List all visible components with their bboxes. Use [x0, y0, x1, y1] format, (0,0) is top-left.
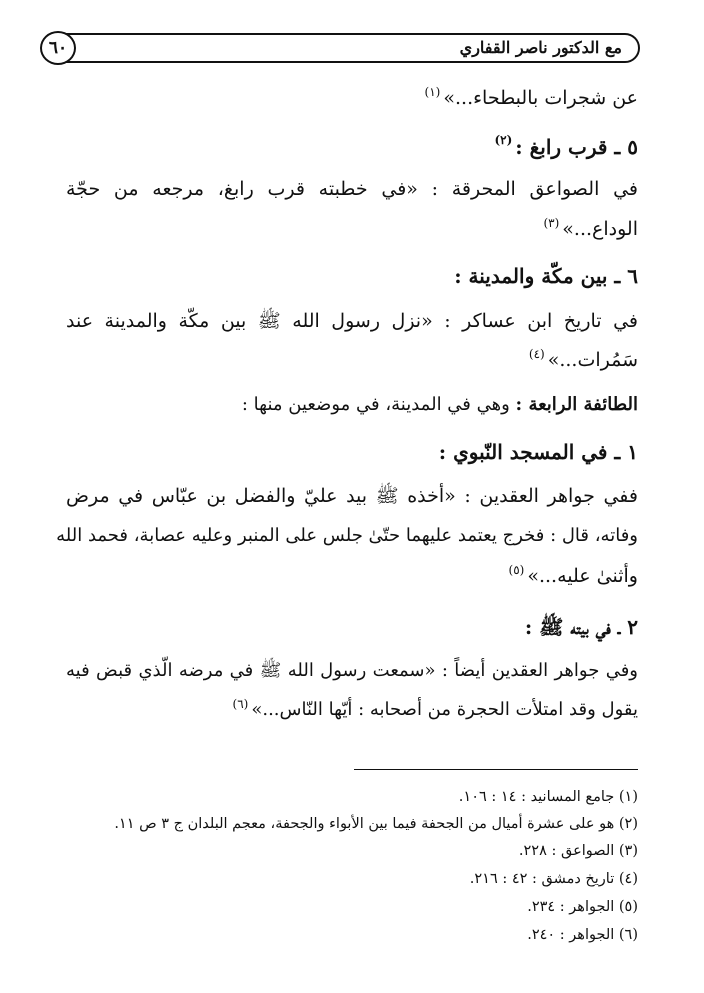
footnote-4: (٤) تاريخ دمشق : ٤٢ : ٢١٦. — [469, 871, 638, 887]
text-run: سَمُرات...» — [547, 349, 638, 371]
footnote-ref: (٥) — [508, 563, 525, 577]
section-heading: ٦ ـ بين مكّة والمدينة : — [454, 264, 638, 288]
body-line — [233, 699, 639, 720]
group-line — [242, 394, 638, 415]
body-line: في الصواعق المحرقة : «في خطبته قرب رابغ، مرجعه من حجّة — [66, 178, 638, 200]
group-label: الطائفة الرابعة : — [515, 394, 638, 415]
section-heading: ١ ـ في المسجد النّبوي : — [438, 440, 638, 464]
body-line: ففي جواهر العقدين : «أخذه ﷺ بيد عليّ والفضل بن عبّاس في مرض — [66, 485, 638, 507]
body-line: في تاريخ ابن عساكر : «نزل رسول الله ﷺ بين مكّة والمدينة عند — [66, 310, 638, 332]
footnote-1: (١) جامع المسانيد : ١٤ : ١٠٦. — [458, 789, 638, 805]
body-line — [425, 87, 638, 109]
running-header — [48, 33, 640, 63]
footnote-ref: (٣) — [543, 216, 560, 230]
text-run: يقول وقد امتلأت الحجرة من أصحابه : أيّها النّاس...» — [251, 699, 638, 720]
body-line — [509, 565, 638, 587]
footnote-separator — [354, 769, 638, 770]
body-line — [543, 218, 638, 240]
section-heading: ٢ ـ في بيته ﷺ : — [524, 615, 638, 639]
running-title: مع الدكتور ناصر القفاري — [459, 38, 622, 57]
footnote-3: (٣) الصواعق : ٢٢٨. — [518, 843, 638, 859]
body-line: وفي جواهر العقدين أيضاً : «سمعت رسول الله ﷺ في مرضه الّذي قبض فيه — [66, 660, 638, 681]
text-run: وأثنىٰ عليه...» — [527, 565, 638, 587]
footnote-ref: (٢) — [494, 133, 513, 147]
footnote-2: (٢) هو على عشرة أميال من الجحفة فيما بين الأبواء والجحفة، معجم البلدان ج ٣ ص ١١. — [114, 816, 638, 832]
heading-text: ٥ ـ قرب رابغ : — [515, 135, 638, 159]
footnote-ref: (٤) — [528, 347, 545, 361]
text-run: الوداع...» — [562, 218, 638, 240]
group-text: وهي في المدينة، في موضعين منها : — [241, 394, 510, 415]
footnote-ref: (١) — [424, 85, 441, 99]
footnote-6: (٦) الجواهر : ٢٤٠. — [527, 927, 638, 943]
footnote-ref: (٦) — [232, 697, 249, 711]
body-line — [529, 349, 638, 371]
footnote-5: (٥) الجواهر : ٢٣٤. — [527, 899, 638, 915]
body-line: وفاته، قال : فخرج يعتمد عليهما حتّىٰ جلس على المنبر وعليه عصابة، فحمد الله — [56, 525, 638, 546]
text-run: عن شجرات بالبطحاء...» — [443, 87, 638, 109]
section-heading — [494, 135, 638, 159]
page-number: ٦٠ — [40, 31, 76, 65]
